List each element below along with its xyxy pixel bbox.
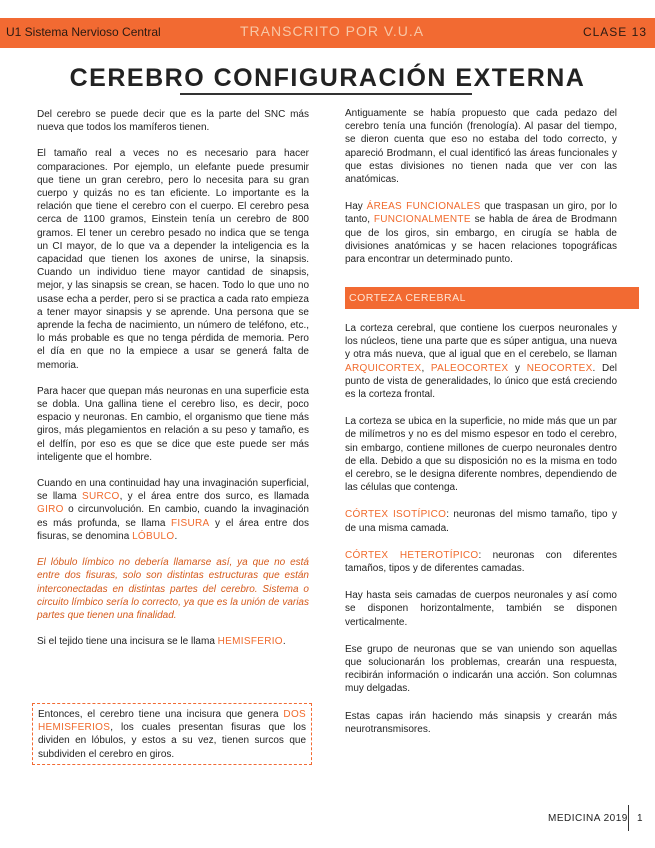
paragraph: Del cerebro se puede decir que es la parte del SNC más nueva que todos los mamíferos tienen. — [37, 109, 309, 134]
term-cortex-heterotipico: CÓRTEX HETEROTÍPICO — [345, 549, 479, 561]
limbic-note: El lóbulo límbico no debería llamarse así, ya que no está entre dos fisuras, solo son distintas estructuras que están interconectadas en distintas partes del cerebro. Sistema o circuito límbico sería lo correcto, ya que es la unión de varias partes que tienen una finalidad. — [37, 557, 309, 621]
text-span: , los cuales presentan fisuras que los dividen en lóbulos, y estos a su vez, tienen surcos que subdividen el cerebro en giros. — [38, 722, 306, 760]
title-underline — [180, 93, 472, 95]
section-header-corteza — [345, 287, 639, 309]
term-lobulo: LÓBULO — [132, 530, 175, 542]
text-span: , y el área entre dos surco, es llamada — [119, 491, 310, 503]
paragraph: El tamaño real a veces no es necesario para hacer comparaciones. Por ejemplo, un elefante puede presumir que tiene un gran cerebro, pero lo necesita para su gran cuerpo y quizás no es tan eficiente. Lo importante es la relación que tiene el cerebro con el cuerpo. El cerebro pesa cerca de 1100 gramos, Einstein tenía un cerebro de 800 gramos. El tener un cerebro pesado no indica que se tenga un CI mayor, de lo que va a depender la inteligencia es la capacidad que tienen los axones de unirse, la sinapsis. Cuando un individuo tiene mayor cantidad de sinapsis, mejor, y las sinapsis se crean, se hacen. Todo lo que uno no usase echa a perder, pero si se practica a cada rato empieza a tener mayor sinapsis y se aprende. Una persona que se aprende la fecha de nacimiento, un número de teléfono, etc., lo más probable es que no tenga pérdida de memoria. Pero el día en que no la empiece a usar se generá falta de memoria. — [37, 148, 309, 371]
left-column — [37, 108, 309, 648]
text-span: Entonces, el cerebro tiene una incisura que genera — [38, 709, 284, 720]
text-span: y el área entre dos fisuras, se denomina — [37, 517, 309, 542]
footer-label: MEDICINA 2019 — [548, 813, 628, 824]
class-label: CLASE 13 — [582, 25, 647, 39]
page-number: 1 — [637, 813, 643, 824]
text-span: . Del punto de vista de generalidades, lo único que está creciendo es la corteza frontal. — [345, 362, 618, 401]
text-span: Hay — [345, 201, 367, 213]
term-giro: GIRO — [37, 504, 64, 516]
transcriber-label: TRANSCRITO POR V.U.A — [240, 23, 425, 39]
paragraph — [345, 508, 617, 534]
text-span: que traspasan un giro, por lo tanto, — [345, 201, 618, 226]
paragraph: Antiguamente se había propuesto que cada pedazo del cerebro tenía una función (frenología). Al pasar del tiempo, se dieron cuenta que eso no estaba del todo correcto, y apareció Brodmann, el cual identificó las áreas funcionales y que estas divisiones no tienen nada que ver con las anatómicas. — [345, 108, 617, 186]
paragraph: Para hacer que quepan más neuronas en una superficie esta se dobla. Una gallina tiene el cerebro liso, es decir, poco espacio y neuronas. En cambio, el organismo que tiene más giros, más plegamientos en relación a su peso y tamaño, es el delfín, por eso es que se dice que este puede ser más inteligente que el hombre. — [37, 385, 309, 463]
term-areas-funcionales: ÁREAS FUNCIONALES — [366, 201, 481, 213]
summary-box — [32, 703, 312, 765]
term-hemisferio: HEMISFERIO — [217, 636, 283, 648]
paragraph: La corteza se ubica en la superficie, no mide más que un par de milímetros y no es del mismo espesor en todo el cerebro, sin embargo, contiene millones de cuerpo neuronales dentro de ella. Debido a que su disposición no es la misma en todo el cerebro, se le designa diferente nombres, dependiendo de las células que contenga. — [345, 416, 617, 494]
term-dos-hemisferios: DOS HEMISFERIOS — [38, 709, 306, 734]
text-span: Si el tejido tiene una incisura se le llama — [37, 636, 218, 648]
right-column — [345, 107, 617, 266]
text-span: . — [282, 636, 286, 648]
text-span: se habla de área de Brodmann que de los giros, sin embargo, en cirugía se habla de divisiones anatómicas y se hacen relaciones topográficas para encontrar un determinado punto. — [345, 214, 617, 266]
term-arquicortex: ARQUICORTEX — [345, 362, 422, 374]
term-cortex-isotipico: CÓRTEX ISOTÍPICO — [345, 509, 447, 521]
text-span: . — [174, 530, 178, 542]
term-neocortex: NEOCORTEX — [526, 362, 593, 374]
text-span: , — [421, 362, 431, 374]
paragraph — [37, 635, 309, 648]
term-fisura: FISURA — [170, 517, 210, 529]
paragraph: Estas capas irán haciendo más sinapsis y crearán más neurotransmisores. — [345, 710, 617, 735]
section-title: CORTEZA CEREBRAL — [349, 292, 466, 304]
text-span: La corteza cerebral, que contiene los cuerpos neuronales y los núcleos, tiene una parte que es súper antigua, una nueva y otra más nueva, que al igual que en el cerebelo, se llaman — [345, 323, 617, 361]
term-funcionalmente: FUNCIONALMENTE — [373, 214, 471, 226]
paragraph — [345, 322, 617, 401]
term-paleocortex: PALEOCORTEX — [430, 362, 509, 374]
paragraph: Ese grupo de neuronas que se van uniendo son aquellas que solucionarán los problemas, crearán una respuesta, recibirán información o indicarán una acción. Son columnas muy delgadas. — [345, 643, 617, 695]
paragraph — [345, 200, 617, 266]
paragraph — [345, 549, 617, 575]
footer-divider — [628, 805, 629, 831]
page-title: CEREBRO CONFIGURACIÓN EXTERNA — [69, 64, 586, 92]
right-column-lower — [345, 322, 617, 736]
unit-label: U1 Sistema Nervioso Central — [6, 25, 161, 39]
header-bar — [0, 18, 655, 48]
text-span: y — [508, 362, 527, 374]
term-surco: SURCO — [81, 491, 120, 503]
paragraph: Hay hasta seis camadas de cuerpos neuronales y así como se disponen horizontalmente, también se disponen verticalmente. — [345, 590, 617, 628]
text-span: : neuronas del mismo tamaño, tipo y de una misma camada. — [345, 509, 617, 534]
summary-text — [38, 708, 306, 761]
text-span: : neuronas con diferentes tamaños, tipos y de diferentes camadas. — [345, 549, 617, 575]
text-span: o circunvolución. En cambio, cuando la invaginación es más profunda, se llama — [37, 504, 309, 529]
text-span: Cuando en una continuidad hay una invaginación superficial, se llama — [37, 478, 309, 503]
paragraph — [37, 477, 309, 543]
